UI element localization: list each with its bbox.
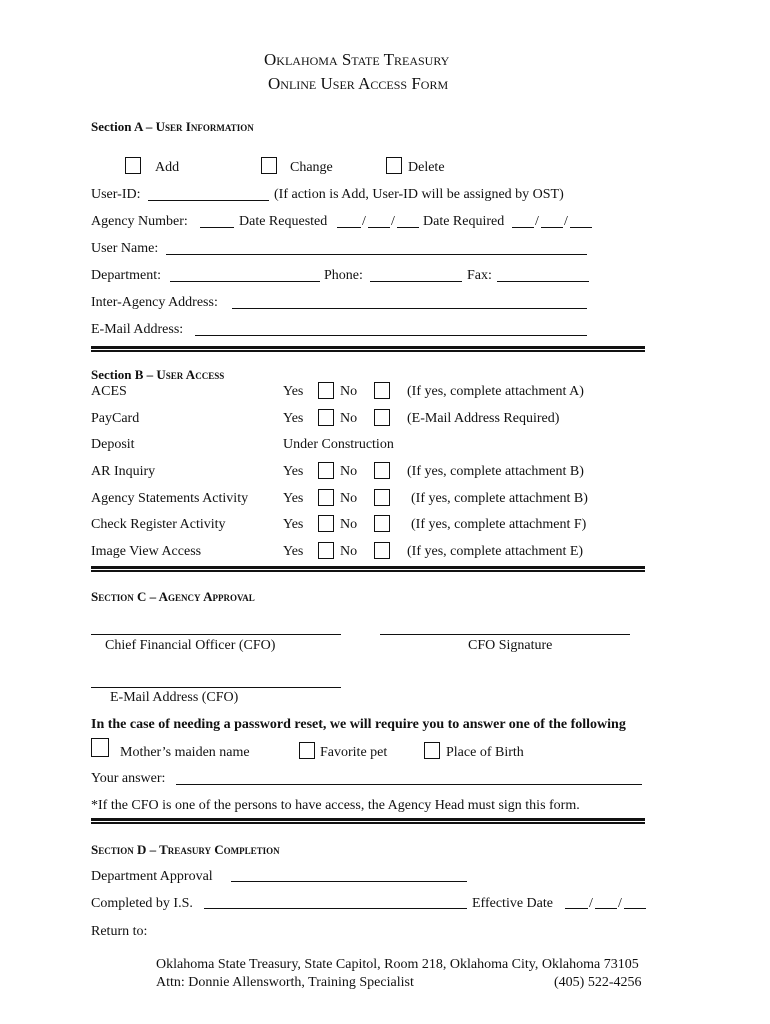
return-address-line-1: Oklahoma State Treasury, State Capitol, Room 218, Oklahoma City, Oklahoma 73105 bbox=[156, 957, 639, 972]
cfo-signature-field[interactable] bbox=[380, 634, 630, 635]
place-of-birth-checkbox[interactable] bbox=[424, 742, 440, 759]
yes-checkbox[interactable] bbox=[318, 382, 334, 399]
yes-label: Yes bbox=[283, 411, 304, 426]
inter-agency-label: Inter-Agency Address: bbox=[91, 295, 218, 310]
department-field[interactable] bbox=[170, 281, 320, 282]
access-label: Image View Access bbox=[91, 544, 202, 559]
effective-date-year[interactable] bbox=[624, 908, 646, 909]
yes-checkbox[interactable] bbox=[318, 542, 334, 559]
yes-label: Yes bbox=[283, 464, 304, 479]
effective-date-label: Effective Date bbox=[472, 896, 553, 911]
phone-label: Phone: bbox=[324, 268, 363, 283]
agency-number-label: Agency Number: bbox=[91, 214, 188, 229]
yes-label: Yes bbox=[283, 517, 304, 532]
fax-field[interactable] bbox=[497, 281, 589, 282]
no-checkbox[interactable] bbox=[374, 542, 390, 559]
date-requested-day[interactable] bbox=[368, 227, 390, 228]
access-note: (If yes, complete attachment F) bbox=[411, 517, 587, 532]
email-field[interactable] bbox=[195, 335, 587, 336]
inter-agency-field[interactable] bbox=[232, 308, 587, 309]
no-label: No bbox=[340, 544, 358, 559]
fax-label: Fax: bbox=[467, 268, 492, 283]
cfo-signature-label: CFO Signature bbox=[468, 638, 553, 653]
access-note: (If yes, complete attachment B) bbox=[411, 491, 588, 506]
add-checkbox[interactable] bbox=[125, 157, 141, 174]
completed-by-label: Completed by I.S. bbox=[91, 896, 193, 911]
yes-label: Yes bbox=[283, 491, 304, 506]
no-checkbox[interactable] bbox=[374, 462, 390, 479]
change-label: Change bbox=[290, 160, 333, 175]
access-label: Deposit bbox=[91, 437, 135, 452]
answer-label: Your answer: bbox=[91, 771, 166, 786]
change-checkbox[interactable] bbox=[261, 157, 277, 174]
title-line-2: Online User Access Form bbox=[268, 74, 449, 93]
date-slash: / bbox=[362, 214, 366, 229]
section-divider bbox=[91, 818, 645, 824]
section-divider bbox=[91, 346, 645, 352]
return-phone: (405) 522-4256 bbox=[554, 975, 642, 990]
no-label: No bbox=[340, 411, 358, 426]
yes-checkbox[interactable] bbox=[318, 462, 334, 479]
no-checkbox[interactable] bbox=[374, 515, 390, 532]
section-divider bbox=[91, 566, 645, 572]
section-a-prefix: Section A – bbox=[91, 119, 156, 134]
no-label: No bbox=[340, 517, 358, 532]
department-label: Department: bbox=[91, 268, 161, 283]
date-slash: / bbox=[618, 896, 622, 911]
dept-approval-label: Department Approval bbox=[91, 869, 213, 884]
no-checkbox[interactable] bbox=[374, 382, 390, 399]
title-line-1: Oklahoma State Treasury bbox=[264, 50, 450, 69]
access-note: (If yes, complete attachment B) bbox=[407, 464, 584, 479]
section-b-rest: User Access bbox=[156, 367, 225, 382]
date-required-year[interactable] bbox=[570, 227, 592, 228]
return-address-line-2: Attn: Donnie Allensworth, Training Specialist bbox=[156, 975, 414, 990]
access-label: AR Inquiry bbox=[91, 464, 156, 479]
section-d-title: Section D – Treasury Completion bbox=[91, 842, 280, 857]
date-slash: / bbox=[564, 214, 568, 229]
date-slash: / bbox=[535, 214, 539, 229]
user-id-note: (If action is Add, User-ID will be assigned by OST) bbox=[274, 187, 564, 202]
date-requested-month[interactable] bbox=[337, 227, 361, 228]
mothers-maiden-label: Mother’s maiden name bbox=[120, 745, 250, 760]
date-required-day[interactable] bbox=[541, 227, 563, 228]
agency-number-field[interactable] bbox=[200, 227, 234, 228]
section-b-title bbox=[91, 368, 224, 381]
access-label: ACES bbox=[91, 384, 127, 399]
delete-checkbox[interactable] bbox=[386, 157, 402, 174]
user-id-label: User-ID: bbox=[91, 187, 141, 202]
cfo-name-field[interactable] bbox=[91, 634, 341, 635]
access-note: (If yes, complete attachment A) bbox=[407, 384, 584, 399]
section-a-title bbox=[91, 120, 254, 133]
favorite-pet-label: Favorite pet bbox=[320, 745, 388, 760]
user-name-field[interactable] bbox=[166, 254, 587, 255]
yes-checkbox[interactable] bbox=[318, 489, 334, 506]
cfo-email-label: E-Mail Address (CFO) bbox=[110, 690, 239, 705]
favorite-pet-checkbox[interactable] bbox=[299, 742, 315, 759]
completed-by-field[interactable] bbox=[204, 908, 467, 909]
access-note: (E-Mail Address Required) bbox=[407, 411, 560, 426]
effective-date-day[interactable] bbox=[595, 908, 617, 909]
section-a-rest: User Information bbox=[155, 119, 254, 134]
cfo-footnote: *If the CFO is one of the persons to have access, the Agency Head must sign this form. bbox=[91, 798, 580, 813]
no-label: No bbox=[340, 384, 358, 399]
delete-label: Delete bbox=[408, 160, 445, 175]
yes-label: Yes bbox=[283, 384, 304, 399]
date-requested-year[interactable] bbox=[397, 227, 419, 228]
yes-checkbox[interactable] bbox=[318, 409, 334, 426]
mothers-maiden-checkbox[interactable] bbox=[91, 738, 109, 757]
cfo-label: Chief Financial Officer (CFO) bbox=[105, 638, 276, 653]
date-required-month[interactable] bbox=[512, 227, 534, 228]
place-of-birth-label: Place of Birth bbox=[446, 745, 524, 760]
no-label: No bbox=[340, 464, 358, 479]
no-label: No bbox=[340, 491, 358, 506]
yes-checkbox[interactable] bbox=[318, 515, 334, 532]
user-id-field[interactable] bbox=[148, 200, 269, 201]
cfo-email-field[interactable] bbox=[91, 687, 341, 688]
date-slash: / bbox=[391, 214, 395, 229]
return-to-label: Return to: bbox=[91, 924, 148, 939]
answer-field[interactable] bbox=[176, 784, 642, 785]
add-label: Add bbox=[155, 160, 180, 175]
date-requested-label: Date Requested bbox=[239, 214, 328, 229]
no-checkbox[interactable] bbox=[374, 489, 390, 506]
section-c-title: Section C – Agency Approval bbox=[91, 589, 255, 604]
section-b-prefix: Section B – bbox=[91, 367, 157, 382]
access-label: Check Register Activity bbox=[91, 517, 226, 532]
effective-date-month[interactable] bbox=[565, 908, 588, 909]
access-label: Agency Statements Activity bbox=[91, 491, 249, 506]
password-reset-note: In the case of needing a password reset, we will require you to answer one of the following bbox=[91, 717, 626, 732]
yes-label: Yes bbox=[283, 544, 304, 559]
date-slash: / bbox=[589, 896, 593, 911]
access-label: PayCard bbox=[91, 411, 140, 426]
access-note: (If yes, complete attachment E) bbox=[407, 544, 584, 559]
no-checkbox[interactable] bbox=[374, 409, 390, 426]
date-required-label: Date Required bbox=[423, 214, 505, 229]
access-note: Under Construction bbox=[283, 437, 394, 452]
dept-approval-field[interactable] bbox=[231, 881, 467, 882]
email-label: E-Mail Address: bbox=[91, 322, 184, 337]
user-name-label: User Name: bbox=[91, 241, 159, 256]
phone-field[interactable] bbox=[370, 281, 462, 282]
